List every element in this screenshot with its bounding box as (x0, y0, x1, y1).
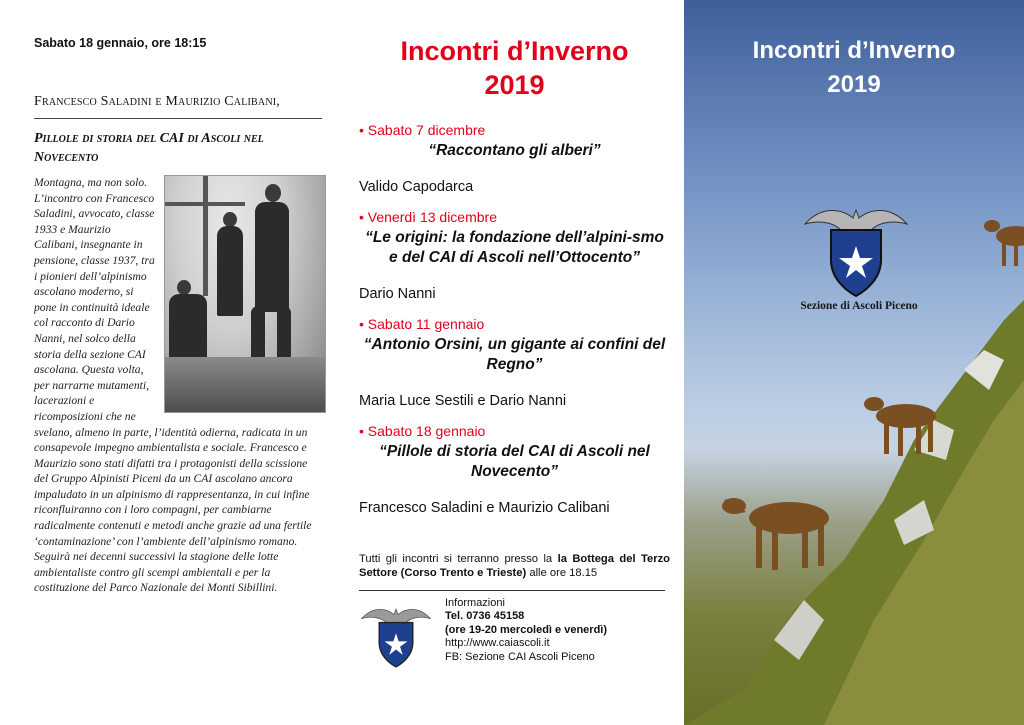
event-title: “Le origini: la fondazione dell’alpini-smo e del CAI di Ascoli nell’Ottocento” (365, 229, 664, 266)
event-item (359, 209, 670, 302)
chamois-mountain-photo (684, 0, 1024, 725)
historic-climbers-photo (164, 175, 326, 413)
event-speaker: Maria Luce Sestili e Dario Nanni (359, 393, 567, 409)
event-item (359, 423, 670, 516)
cai-logo-icon (359, 599, 433, 669)
contact-text (445, 597, 607, 664)
left-panel (0, 0, 342, 725)
event-date: • Sabato 18 gennaio (359, 423, 486, 439)
venue-notice-bold: la Bottega del Terzo Settore (Corso Trento e Trieste) (359, 553, 670, 579)
cover-panel (684, 0, 1024, 725)
event-item (359, 316, 670, 409)
event-title: “Pillole di storia del CAI di Ascoli nel Novecento” (379, 443, 650, 480)
info-phone: Tel. 0736 45158 (445, 610, 525, 623)
info-hours: (ore 19-20 mercoledì e venerdì) (445, 623, 608, 636)
contact-info (359, 597, 670, 671)
cover-title-year: 2019 (827, 71, 881, 98)
event-title: “Antonio Orsini, un gigante ai confini del Regno” (363, 336, 666, 373)
event-date: • Sabato 7 dicembre (359, 122, 486, 138)
article-body (34, 175, 322, 596)
cover-title-line1: Incontri d’Inverno (752, 37, 956, 64)
event-speaker: Valido Capodarca (359, 179, 474, 195)
middle-panel (342, 0, 684, 725)
main-title-year: 2019 (484, 70, 545, 100)
divider (34, 118, 322, 119)
talk-title: Pillole di storia del CAI di Ascoli nel Novecento (34, 131, 264, 165)
cover-title (684, 34, 1024, 102)
venue-notice-pre: Tutti gli incontri si terranno presso la (359, 553, 558, 565)
info-facebook: FB: Sezione CAI Ascoli Piceno (445, 650, 595, 663)
section-name: Sezione di Ascoli Piceno (800, 300, 918, 312)
event-title: “Raccontano gli alberi” (428, 142, 601, 159)
authors-line: Francesco Saladini e Maurizio Calibani, (34, 94, 280, 109)
event-speaker: Francesco Saladini e Maurizio Calibani (359, 500, 610, 516)
article-text: Montagna, ma non solo. L’incontro con Francesco Saladini, avvocato, classe 1933 e Maurizio Calibani, insegnante in pensione, classe 1937, tra i pionieri dell’alpinismo ascolano moderno, si pone in continuità ideale col racconto di Dario Nanni, nel solco della storia della sezione CAI ascolana. Questa volta, per narrarne mutamenti, lacerazioni e ricomposizioni che ne svelano, almeno in parte, l’identità odierna, radicata in un consapevole impegno ambientalista e sociale. Francesco e Maurizio sono stati difatti tra i protagonisti della scissione del Gruppo Alpinisti Piceni da un CAI ascolano ancora impaludato in un alpinismo di rappresentanza, in cui infine riconfluiranno con i loro compagni, per cambiarne radicalmente contenuti e metodi anche grazie ad una fertile ‘contaminazione’ con l’ambiente dell’alpinismo romano. Seguirà nei decenni successivi la stagione delle lotte ambientaliste contro gli scempi ambientali e per la costituzione del Parco Nazionale dei Monti Sibillini. (34, 176, 312, 595)
venue-notice (359, 552, 670, 580)
event-date: • Sabato 11 gennaio (359, 316, 485, 332)
event-speaker: Dario Nanni (359, 286, 436, 302)
cai-logo-icon (801, 196, 911, 298)
event-date-line: Sabato 18 gennaio, ore 18:15 (34, 36, 207, 50)
divider (359, 590, 665, 591)
info-heading: Informazioni (445, 597, 505, 609)
main-title-line1: Incontri d’Inverno (400, 36, 629, 66)
event-date: • Venerdì 13 dicembre (359, 209, 497, 225)
event-item (359, 122, 670, 195)
venue-notice-post: alle ore 18.15 (526, 567, 598, 579)
info-website: http://www.caiascoli.it (445, 637, 550, 650)
